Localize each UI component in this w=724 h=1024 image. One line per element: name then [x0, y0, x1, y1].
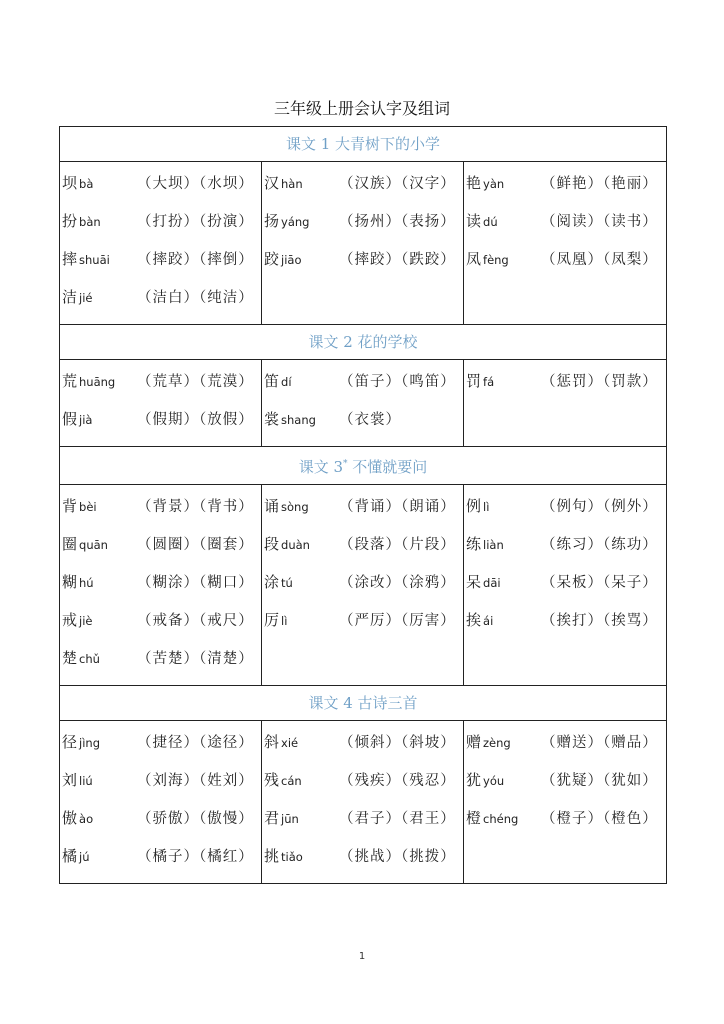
vocab-column [262, 162, 464, 325]
vocab-character: 凤 [466, 250, 482, 268]
vocab-pinyin: bèi [79, 500, 97, 514]
vocab-words: （严厉）（厉害） [339, 613, 456, 629]
vocab-pinyin: ái [483, 614, 494, 628]
vocab-words: （戒备）（戒尺） [137, 613, 254, 629]
vocab-entry [62, 491, 261, 529]
vocab-words: （橘子）（橘红） [137, 849, 254, 865]
vocab-words: （段落）（片段） [339, 537, 456, 553]
vocab-words: （橙子）（橙色） [541, 811, 658, 827]
vocab-entry [62, 841, 261, 879]
vocab-entry [62, 282, 261, 320]
vocab-entry [466, 206, 666, 244]
vocab-character: 诵 [264, 497, 280, 515]
page-number: 1 [358, 951, 366, 962]
vocab-entry [264, 803, 463, 841]
vocab-entry [264, 206, 463, 244]
vocab-entry [62, 366, 261, 404]
vocab-character: 戒 [62, 611, 78, 629]
vocab-entry [62, 803, 261, 841]
vocab-pinyin: quān [79, 538, 108, 552]
lesson-body-row [60, 162, 667, 325]
vocab-entry [62, 727, 261, 765]
vocab-pinyin: fá [483, 375, 495, 389]
vocab-words: （洁白）（纯洁） [137, 290, 254, 306]
vocab-entry [466, 491, 666, 529]
vocab-character: 汉 [264, 174, 280, 192]
vocab-pinyin: fèng [483, 253, 509, 267]
vocab-column [262, 721, 464, 884]
vocab-entry [466, 765, 666, 803]
vocab-pinyin: jìng [79, 736, 100, 750]
vocab-pinyin: yàn [483, 177, 505, 191]
vocab-entry [264, 491, 463, 529]
vocab-pinyin: duàn [281, 538, 310, 552]
vocab-words: （圆圈）（圈套） [137, 537, 254, 553]
vocab-pinyin: hú [79, 576, 94, 590]
vocab-character: 挑 [264, 847, 280, 865]
vocab-pinyin: bà [79, 177, 94, 191]
vocab-entry [62, 168, 261, 206]
vocab-pinyin: chǔ [79, 652, 100, 666]
vocab-character: 径 [62, 733, 78, 751]
vocab-character: 坝 [62, 174, 78, 192]
vocab-column [464, 360, 667, 447]
lesson-header-row [60, 447, 667, 485]
vocab-entry [466, 567, 666, 605]
vocab-character: 练 [466, 535, 482, 553]
vocab-words: （挑战）（挑拨） [339, 849, 456, 865]
vocab-words: （犹疑）（犹如） [541, 773, 658, 789]
vocab-entry [62, 605, 261, 643]
vocab-pinyin: jiè [79, 614, 93, 628]
vocab-character: 扮 [62, 212, 78, 230]
lesson-body-row [60, 485, 667, 686]
lesson-title [60, 686, 667, 721]
vocab-column [262, 485, 464, 686]
vocab-character: 君 [264, 809, 280, 827]
vocab-words: （阅读）（读书） [541, 214, 658, 230]
vocab-column [60, 162, 262, 325]
vocab-words: （练习）（练功） [541, 537, 658, 553]
vocab-words: （骄傲）（傲慢） [137, 811, 254, 827]
vocab-words: （衣裳） [339, 412, 402, 428]
lesson-title-text: 课文 4 古诗三首 [308, 694, 418, 712]
vocab-pinyin: xié [281, 736, 299, 750]
vocab-entry [264, 168, 463, 206]
vocab-entry [264, 567, 463, 605]
vocab-column [464, 721, 667, 884]
vocab-entry [62, 206, 261, 244]
vocab-pinyin: tiǎo [281, 850, 303, 864]
vocab-character: 跤 [264, 250, 280, 268]
vocab-entry [466, 529, 666, 567]
vocab-character: 艳 [466, 174, 482, 192]
lesson-header-row [60, 127, 667, 162]
vocab-character: 傲 [62, 809, 78, 827]
vocab-character: 例 [466, 497, 482, 515]
vocab-pinyin: shuāi [79, 253, 110, 267]
vocab-words: （呆板）（呆子） [541, 575, 658, 591]
vocab-character: 涂 [264, 573, 280, 591]
vocab-column [60, 485, 262, 686]
vocab-pinyin: yáng [281, 215, 310, 229]
vocab-character: 赠 [466, 733, 482, 751]
vocab-words: （倾斜）（斜坡） [339, 735, 456, 751]
vocab-pinyin: shang [281, 413, 316, 427]
vocab-pinyin: jiāo [281, 253, 302, 267]
vocab-character: 橙 [466, 809, 482, 827]
page-title: 三年级上册会认字及组词 [273, 99, 450, 118]
vocab-words: （摔跤）（摔倒） [137, 252, 254, 268]
lesson-header-row [60, 325, 667, 360]
vocab-words: （残疾）（残忍） [339, 773, 456, 789]
vocab-pinyin: cán [281, 774, 302, 788]
vocab-column [464, 162, 667, 325]
vocab-entry [466, 168, 666, 206]
vocab-character: 残 [264, 771, 280, 789]
vocab-words: （捷径）（途径） [137, 735, 254, 751]
vocab-character: 笛 [264, 372, 280, 390]
vocab-entry [466, 727, 666, 765]
vocab-words: （凤凰）（凤梨） [541, 252, 658, 268]
vocab-entry [466, 803, 666, 841]
vocab-words: （背景）（背书） [137, 499, 254, 515]
vocab-pinyin: liú [79, 774, 93, 788]
vocab-words: （刘海）（姓刘） [137, 773, 254, 789]
vocab-words: （糊涂）（糊口） [137, 575, 254, 591]
vocab-words: （打扮）（扮演） [137, 214, 254, 230]
vocabulary-table [59, 126, 667, 884]
vocab-words: （涂改）（涂鸦） [339, 575, 456, 591]
vocab-words: （扬州）（表扬） [339, 214, 456, 230]
vocab-words: （汉族）（汉字） [339, 176, 456, 192]
vocab-character: 挨 [466, 611, 482, 629]
vocab-entry [62, 404, 261, 442]
vocab-words: （君子）（君王） [339, 811, 456, 827]
vocab-entry [466, 605, 666, 643]
vocab-pinyin: bàn [79, 215, 101, 229]
vocab-pinyin: jú [79, 850, 90, 864]
vocab-words: （苦楚）（清楚） [137, 651, 254, 667]
vocab-pinyin: lì [281, 614, 288, 628]
vocab-pinyin: tú [281, 576, 293, 590]
vocab-character: 楚 [62, 649, 78, 667]
vocab-entry [264, 244, 463, 282]
vocab-character: 荒 [62, 372, 78, 390]
lesson-title-text: 课文 2 花的学校 [308, 333, 418, 351]
vocab-pinyin: jià [79, 413, 93, 427]
vocab-column [60, 360, 262, 447]
lesson-title-rest: 不懂就要问 [347, 458, 428, 476]
vocab-words: （惩罚）（罚款） [541, 374, 658, 390]
vocab-entry [62, 529, 261, 567]
vocab-entry [264, 727, 463, 765]
lesson-title [60, 127, 667, 162]
vocab-pinyin: dí [281, 375, 292, 389]
vocab-pinyin: huāng [79, 375, 116, 389]
lesson-body-row [60, 721, 667, 884]
vocab-words: （例句）（例外） [541, 499, 658, 515]
vocab-entry [62, 244, 261, 282]
vocab-entry [466, 244, 666, 282]
vocab-character: 橘 [62, 847, 78, 865]
vocab-words: （假期）（放假） [137, 412, 254, 428]
lesson-title-mark: * [343, 459, 348, 469]
vocab-words: （摔跤）（跌跤） [339, 252, 456, 268]
vocab-character: 背 [62, 497, 78, 515]
vocab-words: （笛子）（鸣笛） [339, 374, 456, 390]
vocab-pinyin: sòng [281, 500, 309, 514]
vocab-words: （挨打）（挨骂） [541, 613, 658, 629]
vocab-character: 扬 [264, 212, 280, 230]
vocab-pinyin: dāi [483, 576, 501, 590]
vocab-pinyin: zèng [483, 736, 511, 750]
vocab-entry [264, 404, 463, 442]
vocab-column [464, 485, 667, 686]
vocab-pinyin: chéng [483, 812, 519, 826]
lesson-body-row [60, 360, 667, 447]
vocab-entry [62, 567, 261, 605]
vocab-entry [264, 841, 463, 879]
vocab-entry [466, 366, 666, 404]
vocab-pinyin: ào [79, 812, 94, 826]
vocab-character: 罚 [466, 372, 482, 390]
vocab-pinyin: hàn [281, 177, 303, 191]
vocab-pinyin: jié [79, 291, 93, 305]
vocab-character: 读 [466, 212, 482, 230]
vocab-words: （赠送）（赠品） [541, 735, 658, 751]
vocab-words: （背诵）（朗诵） [339, 499, 456, 515]
lesson-title-text: 课文 1 大青树下的小学 [285, 135, 441, 153]
vocab-pinyin: yóu [483, 774, 505, 788]
vocab-entry [264, 366, 463, 404]
vocab-character: 洁 [62, 288, 78, 306]
vocab-entry [264, 605, 463, 643]
vocab-character: 刘 [62, 771, 78, 789]
vocab-character: 犹 [466, 771, 482, 789]
vocab-entry [264, 765, 463, 803]
vocab-character: 圈 [62, 535, 78, 553]
vocab-words: （大坝）（水坝） [137, 176, 254, 192]
vocab-pinyin: lì [483, 500, 490, 514]
vocab-entry [62, 765, 261, 803]
vocab-character: 摔 [62, 250, 78, 268]
vocab-character: 呆 [466, 573, 482, 591]
vocab-pinyin: liàn [483, 538, 504, 552]
lesson-title [60, 447, 667, 485]
lesson-title-text: 课文 3 [298, 458, 344, 476]
vocab-character: 裳 [264, 410, 280, 428]
vocab-pinyin: jūn [281, 812, 299, 826]
vocab-entry [264, 529, 463, 567]
vocab-character: 段 [264, 535, 280, 553]
lesson-header-row [60, 686, 667, 721]
lesson-title [60, 325, 667, 360]
vocab-words: （鲜艳）（艳丽） [541, 176, 658, 192]
vocab-character: 假 [62, 410, 78, 428]
vocab-character: 糊 [62, 573, 78, 591]
vocab-column [262, 360, 464, 447]
vocab-character: 斜 [264, 733, 280, 751]
vocab-words: （荒草）（荒漠） [137, 374, 254, 390]
vocab-pinyin: dú [483, 215, 498, 229]
vocab-entry [62, 643, 261, 681]
vocab-character: 厉 [264, 611, 280, 629]
vocab-column [60, 721, 262, 884]
